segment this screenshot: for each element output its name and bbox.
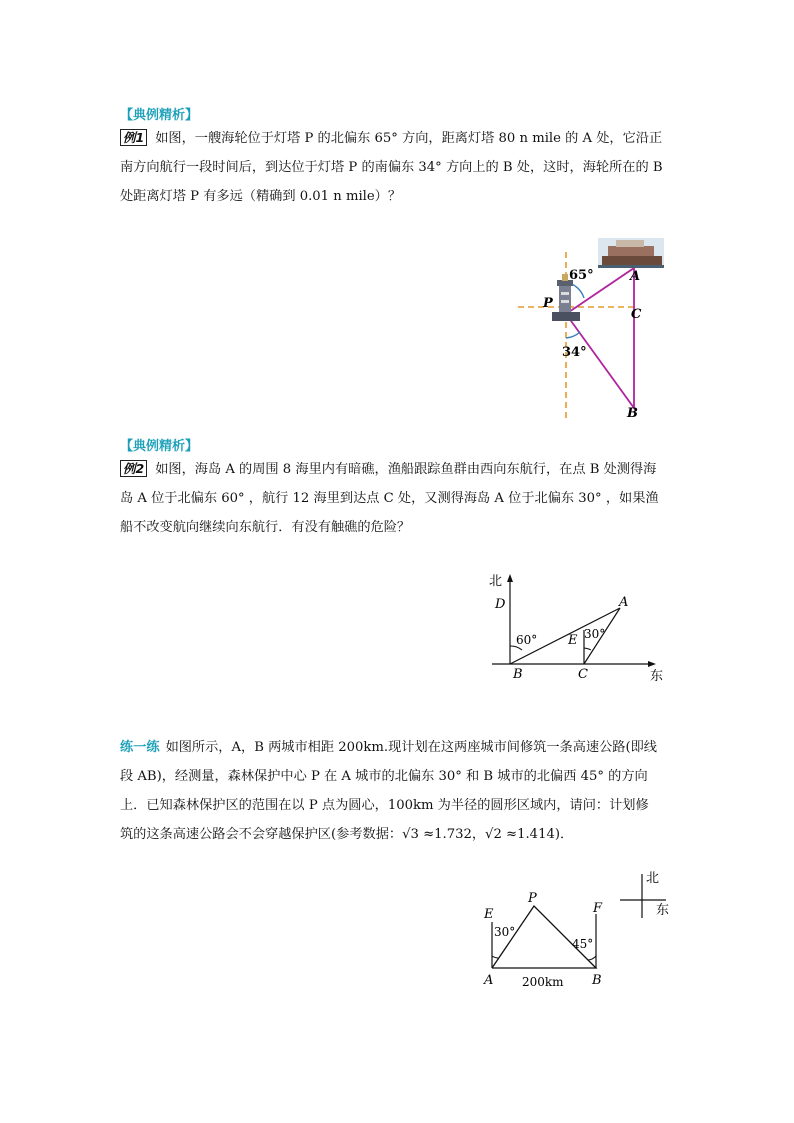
point-label-e: E <box>568 633 578 648</box>
practice-label: 练一练 <box>120 740 160 755</box>
section2-heading: 【典例精析】 <box>120 439 199 454</box>
point-label-a: A <box>630 269 641 284</box>
practice-line-4: 筑的这条高速公路会不会穿越保护区(参考数据：√3 ≈1.732，√2 ≈1.414)． <box>120 827 574 842</box>
ship-icon <box>598 238 664 268</box>
east-arrow-icon <box>648 661 656 667</box>
north-arrow-icon <box>507 574 513 582</box>
distance-label: 200km <box>522 975 564 989</box>
point-label-p: P <box>543 296 553 311</box>
section1-heading: 【典例精析】 <box>120 108 199 123</box>
angle-arc-30 <box>492 956 498 958</box>
point-label-a: A <box>484 973 494 988</box>
practice-line-1: 练一练 如图所示，A，B 两城市相距 200km.现计划在这两座城市间修筑一条高速公路(即线 <box>120 740 657 755</box>
east-label: 东 <box>650 669 664 684</box>
compass-north-label: 北 <box>646 871 660 886</box>
angle-arc-45 <box>588 956 596 960</box>
example2-text <box>120 455 680 542</box>
example2-line-2: 岛 A 位于北偏东 60° ，航行 12 海里到达点 C 处，又测得海岛 A 位于北偏东 30° ，如果渔 <box>120 491 659 506</box>
practice-line-3: 上．已知森林保护区的范围在以 P 点为圆心，100km 为半径的圆形区域内，请问：计划修 <box>120 798 649 813</box>
triangle-pab <box>566 268 634 408</box>
example2-line-3: 船不改变航向继续向东航行．有没有触礁的危险？ <box>120 520 411 535</box>
highway-figure <box>476 866 686 992</box>
point-label-b: B <box>513 667 523 682</box>
point-label-b: B <box>627 406 638 421</box>
point-label-f: F <box>593 901 603 916</box>
angle-arc-34 <box>566 332 580 338</box>
angle-label-34: 34° <box>562 345 587 360</box>
point-label-a: A <box>619 595 629 610</box>
practice-text <box>120 733 680 849</box>
point-label-b: B <box>592 973 602 988</box>
example1-line-2: 南方向航行一段时间后，到达位于灯塔 P 的南偏东 34° 方向上的 B 处，这时，海轮所在的 B <box>120 160 663 175</box>
point-label-e: E <box>484 907 494 922</box>
example2-label: 例2 <box>120 460 147 477</box>
example1-text <box>120 124 680 211</box>
practice-line-2: 段 AB)，经测量，森林保护中心 P 在 A 城市的北偏东 30° 和 B 城市的北偏西 45° 的方向 <box>120 769 648 784</box>
example1-line-3: 处距离灯塔 P 有多远（精确到 0.01 n mile）？ <box>120 189 402 204</box>
example2-line-1: 例2 如图，海岛 A 的周围 8 海里内有暗礁，渔船跟踪鱼群由西向东航行，在点 B 处测得海 <box>120 455 680 484</box>
angle-label-30: 30° <box>584 627 606 641</box>
point-label-p: P <box>528 891 537 906</box>
point-label-c: C <box>631 307 642 322</box>
island-figure <box>480 568 680 688</box>
point-label-d: D <box>495 597 506 612</box>
lighthouse-figure <box>510 232 690 422</box>
example1-line-1: 例1 如图，一艘海轮位于灯塔 P 的北偏东 65° 方向，距离灯塔 80 n mile 的 A 处，它沿正 <box>120 124 680 153</box>
point-label-c: C <box>578 667 588 682</box>
angle-arc-30 <box>584 648 591 650</box>
angle-label-45: 45° <box>572 937 594 951</box>
angle-label-65: 65° <box>569 268 594 283</box>
example1-label: 例1 <box>120 129 147 146</box>
angle-label-60: 60° <box>516 633 538 647</box>
compass-east-label: 东 <box>656 903 670 918</box>
angle-label-30: 30° <box>494 925 516 939</box>
north-label: 北 <box>489 574 503 589</box>
